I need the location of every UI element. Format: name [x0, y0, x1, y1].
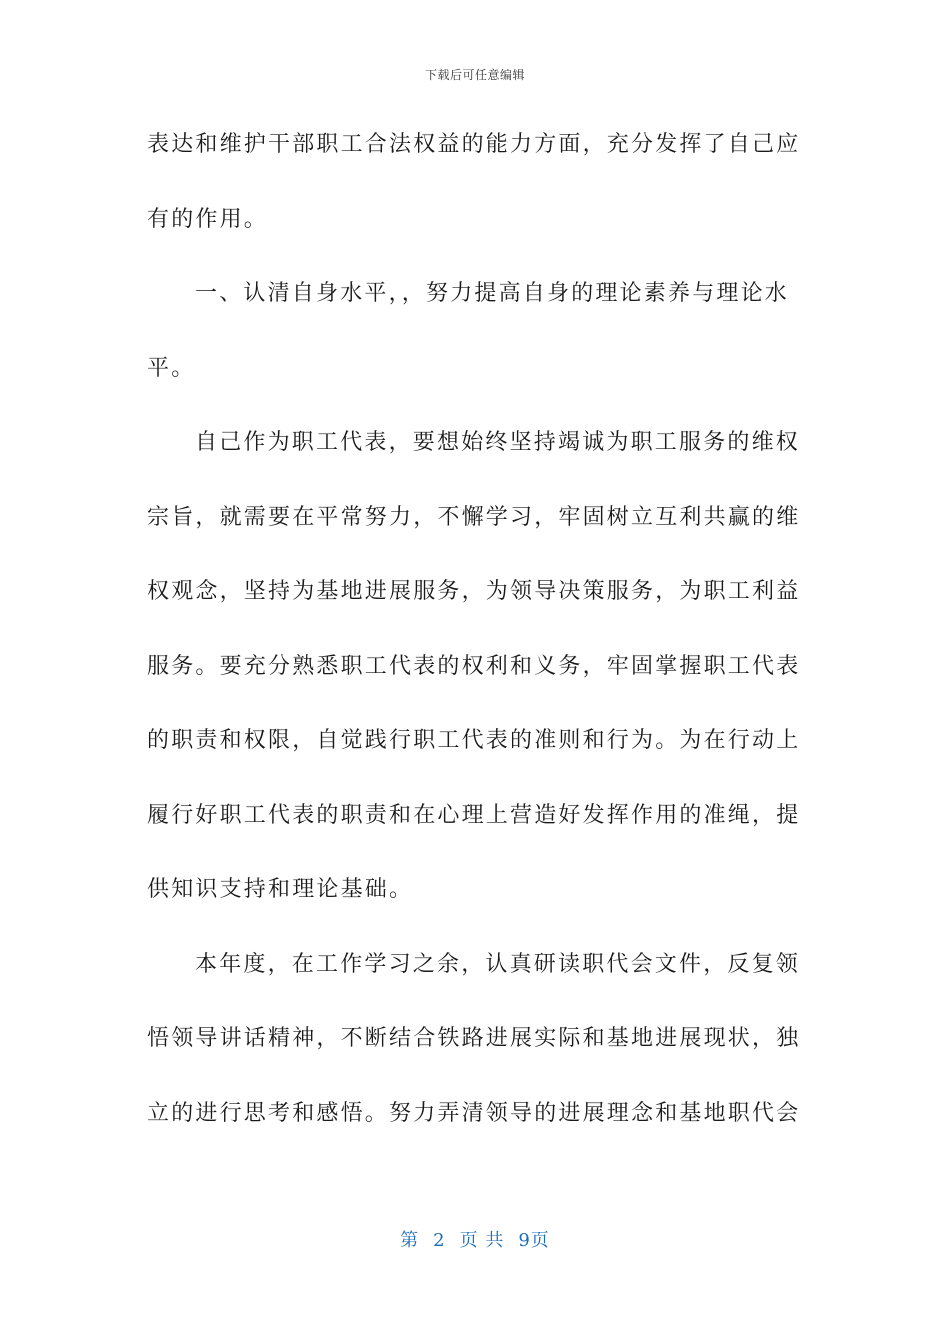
document-body	[147, 124, 801, 1167]
section-heading: 一、认清自身水平，，努力提高自身的理论素养与理论水	[195, 281, 790, 306]
text-line: 的职责和权限，自觉践行职工代表的准则和行为。为在行动上	[147, 728, 801, 753]
text-line: 宗旨，就需要在平常努力，不懈学习，牢固树立互利共赢的维	[147, 504, 801, 530]
page-header: 下载后可任意编辑	[424, 68, 525, 82]
text-line: 平。	[147, 355, 196, 381]
paragraph-start: 本年度，在工作学习之余，认真研读职代会文件，反复领	[195, 951, 801, 977]
text-line: 服务。要充分熟悉职工代表的权利和义务，牢固掌握职工代表	[147, 653, 801, 679]
current-page-number: 2	[433, 1230, 446, 1251]
page-footer	[0, 1226, 950, 1252]
page-middle: 页 共	[459, 1230, 505, 1251]
paragraph-start: 自己作为职工代表，要想始终坚持竭诚为职工服务的维权	[195, 430, 801, 455]
page-prefix: 第	[400, 1230, 420, 1251]
text-line: 权观念，坚持为基地进展服务，为领导决策服务，为职工利益	[147, 579, 801, 604]
text-line: 供知识支持和理论基础。	[147, 877, 414, 902]
total-pages: 9页	[518, 1230, 550, 1251]
text-line: 立的进行思考和感悟。努力弄清领导的进展理念和基地职代会	[147, 1100, 801, 1126]
text-line: 悟领导讲话精神，不断结合铁路进展实际和基地进展现状，独	[147, 1026, 801, 1051]
text-line: 表达和维护干部职工合法权益的能力方面，充分发挥了自己应	[147, 132, 801, 157]
text-line: 有的作用。	[147, 206, 269, 232]
text-line: 履行好职工代表的职责和在心理上营造好发挥作用的准绳，提	[147, 802, 801, 828]
